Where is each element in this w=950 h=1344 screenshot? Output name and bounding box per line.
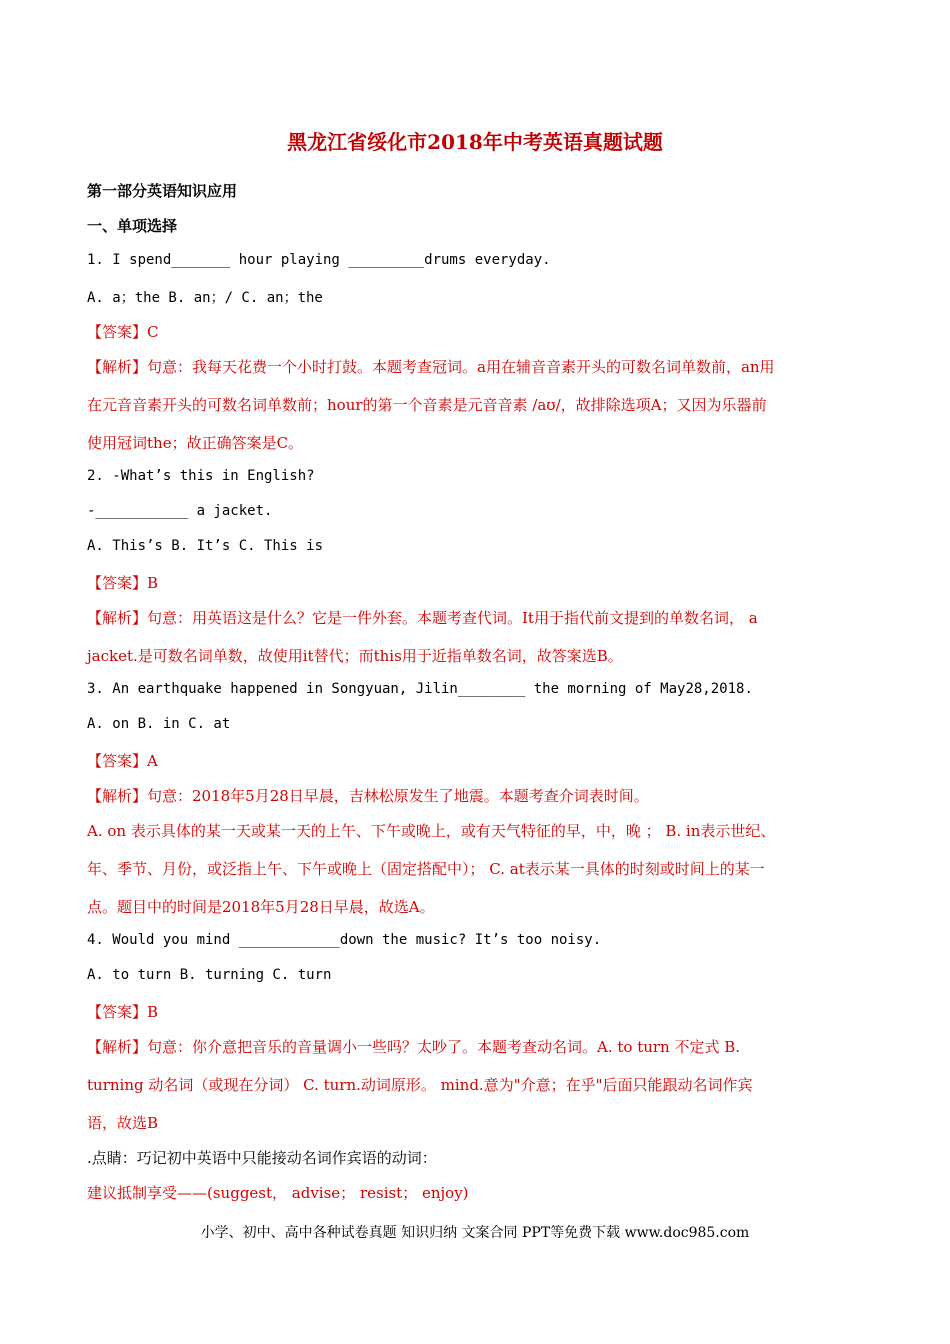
question-3-analysis: 点。题目中的时间是2018年5月28日早晨，故选A。 xyxy=(87,898,435,916)
question-4-tip: .点睛：巧记初中英语中只能接动名词作宾语的动词： xyxy=(87,1149,437,1167)
question-4-analysis: 【解析】句意：你介意把音乐的音量调小一些吗？太吵了。本题考查动名词。A. to turn 不定式 B. xyxy=(87,1038,741,1056)
question-1-analysis: 在元音音素开头的可数名词单数前；hour的第一个音素是元音音素 /aʊ/，故排除选项A；又因为乐器前 xyxy=(87,396,767,414)
question-2-analysis: 【解析】句意：用英语这是什么？它是一件外套。本题考查代词。It用于指代前文提到的单数名词， a xyxy=(87,609,758,627)
question-1-answer: 【答案】C xyxy=(87,323,159,341)
question-2-answer: 【答案】B xyxy=(87,574,159,592)
question-3-analysis: 年、季节、月份，或泛指上午、下午或晚上（固定搭配中）； C. at表示某一具体的时刻或时间上的某一 xyxy=(87,860,765,878)
question-1-stem: 1. I spend_______ hour playing _________drums everyday. xyxy=(87,252,551,268)
page-footer: 小学、初中、高中各种试卷真题 知识归纳 文案合同 PPT等免费下载 www.doc985.com xyxy=(200,1225,750,1241)
document-title: 黑龙江省绥化市2018年中考英语真题试题 xyxy=(287,130,663,154)
question-3-analysis: 【解析】句意：2018年5月28日早晨，吉林松原发生了地震。本题考查介词表时间。 xyxy=(87,787,649,805)
question-3-answer: 【答案】A xyxy=(87,752,158,770)
question-4-analysis: turning 动名词（或现在分词） C. turn.动词原形。 mind.意为"介意；在乎"后面只能跟动名词作宾 xyxy=(87,1076,753,1094)
question-2-stem: -___________ a jacket. xyxy=(87,503,273,519)
question-3-stem: 3. An earthquake happened in Songyuan, Jilin________ the morning of May28,2018. xyxy=(87,681,753,697)
question-3-analysis: A. on 表示具体的某一天或某一天的上午、下午或晚上，或有天气特征的早，中，晚 ； B. in表示世纪、 xyxy=(87,822,776,840)
question-4-analysis: 语，故选B xyxy=(87,1114,159,1132)
part-heading: 第一部分英语知识应用 xyxy=(87,182,238,200)
question-2-analysis: jacket.是可数名词单数，故使用it替代；而this用于近指单数名词，故答案选B。 xyxy=(87,647,623,665)
question-4-options: A. to turn B. turning C. turn xyxy=(87,967,332,983)
question-1-options: A. a；the B. an；/ C. an；the xyxy=(87,290,323,306)
question-4-stem: 4. Would you mind ____________down the music? It’s too noisy. xyxy=(87,932,602,948)
question-3-options: A. on B. in C. at xyxy=(87,716,231,732)
question-2-options: A. This’s B. It’s C. This is xyxy=(87,538,324,554)
question-4-answer: 【答案】B xyxy=(87,1003,159,1021)
question-2-stem: 2. -What’s this in English? xyxy=(87,468,315,484)
section-heading: 一、单项选择 xyxy=(87,217,178,235)
question-1-analysis: 使用冠词the；故正确答案是C。 xyxy=(87,434,304,452)
question-4-tip: 建议抵制享受——(suggest， advise； resist； enjoy) xyxy=(87,1184,469,1202)
question-1-analysis: 【解析】句意：我每天花费一个小时打鼓。本题考查冠词。a用在辅音音素开头的可数名词单数前，an用 xyxy=(87,358,775,376)
